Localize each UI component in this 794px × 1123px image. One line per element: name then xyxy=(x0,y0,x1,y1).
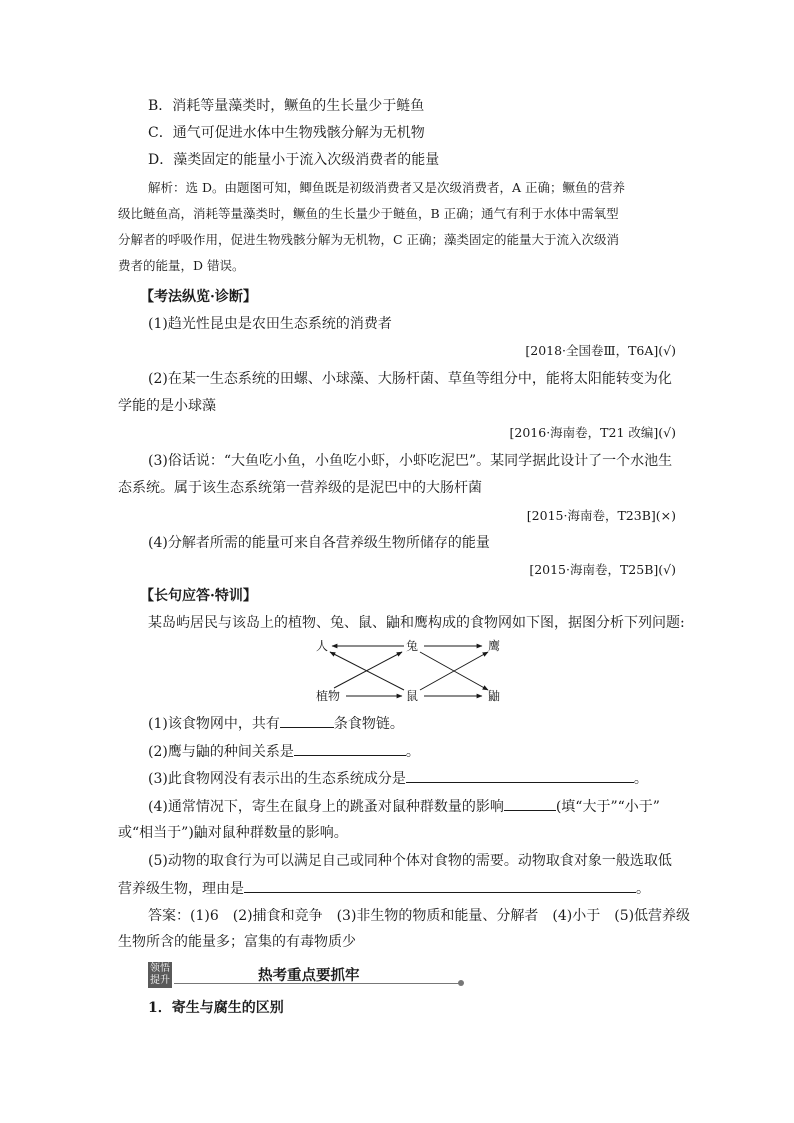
question-5-cont: 营养级生物，理由是 。 xyxy=(118,878,650,899)
review-item-text: (4)分解者所需的能量可来自各营养级生物所储存的能量 xyxy=(148,535,490,551)
review-item-text: (2)在某一生态系统的田螺、小球藻、大肠杆菌、草鱼等组分中，能将太阳能转变为化 xyxy=(148,371,672,387)
answer-line: 生物所含的能量多；富集的有毒物质少 xyxy=(118,934,356,950)
review-item-text: 学能的是小球藻 xyxy=(118,398,216,414)
answer-blank[interactable] xyxy=(406,768,634,783)
answer-line: 答案：(1)6 (2)捕食和竞争 (3)非生物的物质和能量、分解者 (4)小于 (5)低营养级 xyxy=(148,908,691,924)
question-1: (1)该食物网中，共有 条食物链。 xyxy=(148,713,404,734)
food-web-diagram xyxy=(316,636,516,708)
question-3: (3)此食物网没有表示出的生态系统成分是 。 xyxy=(148,768,648,789)
arrow-plant-to-rabbit xyxy=(334,652,402,688)
review-heading: 【考法纵览·诊断】 xyxy=(140,289,257,305)
review-item-text: (1)趋光性昆虫是农田生态系统的消费者 xyxy=(148,316,392,332)
training-intro: 某岛屿居民与该岛上的植物、兔、鼠、鼬和鹰构成的食物网如下图，据图分析下列问题: xyxy=(148,615,685,631)
question-2: (2)鹰与鼬的种间关系是 。 xyxy=(148,741,420,762)
answer-blank[interactable] xyxy=(244,878,636,893)
review-item-source: [2015·海南卷，T25B](√) xyxy=(529,562,676,577)
answer-blank[interactable] xyxy=(294,741,406,756)
review-item-source: [2018·全国卷Ⅲ，T6A](√) xyxy=(525,343,676,358)
review-item-source: [2015·海南卷，T23B](×) xyxy=(526,508,676,523)
node-eagle: 鹰 xyxy=(488,639,501,653)
training-heading: 【长句应答·特训】 xyxy=(140,588,257,604)
section-banner xyxy=(148,962,468,990)
analysis-line: 费者的能量，D 错误。 xyxy=(118,258,245,273)
answer-blank[interactable] xyxy=(280,713,334,728)
banner-divider xyxy=(174,983,460,984)
badge: 领悟 提升 xyxy=(150,963,170,986)
node-plant: 植物 xyxy=(316,689,341,703)
node-weasel: 鼬 xyxy=(488,689,501,703)
node-mouse: 鼠 xyxy=(406,689,419,703)
review-item-source: [2016·海南卷，T21 改编](√) xyxy=(509,425,676,440)
banner-title: 热考重点要抓牢 xyxy=(258,968,360,984)
review-item-text: (3)俗话说：“大鱼吃小鱼，小鱼吃小虾，小虾吃泥巴”。某同学据此设计了一个水池生 xyxy=(148,453,673,469)
section-heading: 1．寄生与腐生的区别 xyxy=(148,1000,284,1016)
question-4-cont: 或“相当于”)鼬对鼠种群数量的影响。 xyxy=(118,825,348,841)
option-c: C．通气可促进水体中生物残骸分解为无机物 xyxy=(148,125,425,141)
answer-blank[interactable] xyxy=(504,796,556,811)
question-4: (4)通常情况下，寄生在鼠身上的跳蚤对鼠种群数量的影响 (填“大于”“小于” xyxy=(148,796,660,817)
question-5: (5)动物的取食行为可以满足自己或同种个体对食物的需要。动物取食对象一般选取低 xyxy=(148,853,672,869)
analysis-line: 解析：选 D。由题图可知，鲫鱼既是初级消费者又是次级消费者，A 正确；鳜鱼的营养 xyxy=(148,180,625,195)
analysis-line: 级比鲢鱼高，消耗等量藻类时，鳜鱼的生长量少于鲢鱼，B 正确；通气有利于水体中需氧型 xyxy=(118,206,619,221)
option-b: B．消耗等量藻类时，鳜鱼的生长量少于鲢鱼 xyxy=(148,98,425,114)
analysis-line: 分解者的呼吸作用，促进生物残骸分解为无机物，C 正确；藻类固定的能量大于流入次级消 xyxy=(118,232,620,247)
node-rabbit: 兔 xyxy=(406,639,419,653)
banner-dot-icon xyxy=(458,980,464,986)
node-human: 人 xyxy=(316,639,329,653)
option-d: D．藻类固定的能量小于流入次级消费者的能量 xyxy=(148,152,440,168)
review-item-text: 态系统。属于该生态系统第一营养级的是泥巴中的大肠杆菌 xyxy=(118,480,482,496)
